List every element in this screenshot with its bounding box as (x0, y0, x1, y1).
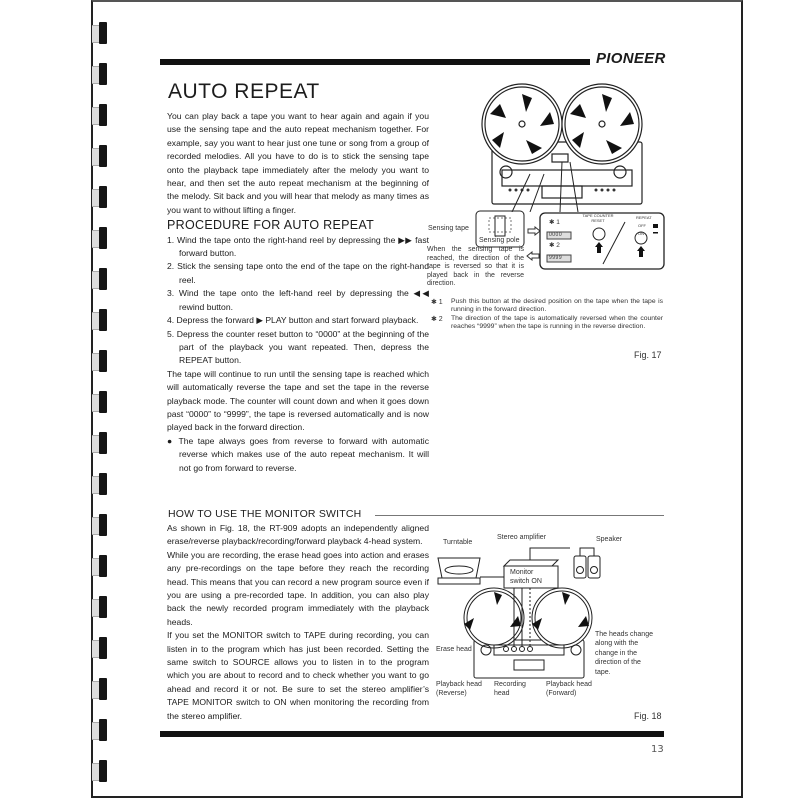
label-sensing-pole: Sensing pole (479, 237, 520, 244)
ring-bar (99, 473, 107, 495)
label-sensing-tape: Sensing tape (428, 225, 469, 232)
fig17-caption: Fig. 17 (634, 350, 662, 360)
procedure-step: 2. Stick the sensing tape onto the end of the tape on the right-hand reel. (167, 261, 429, 285)
intro-paragraph: You can play back a tape you want to hear again and again if you use the sensing tape and the auto repeat mechanism together. For example, say you want to hear just one tune or song from a group of recorded melodies. All you have to do is to stick the sensing tape onto the playback tape immediately after the melody you want to hear, and then set the auto repeat mechanism at the beginning of the melody. Sit back and you will hear that melody as many times as you want to without lifting a finger. (167, 111, 429, 215)
ring-bar (99, 760, 107, 782)
ring-bar (99, 514, 107, 536)
label-monitor-switch-2: switch ON (510, 578, 542, 585)
note-2: The direction of the tape is automatically reversed when the counter reaches “9999” when the tape is running in the reverse direction. (451, 315, 663, 331)
ring-bar (99, 678, 107, 700)
label-recording-head-1: Recording (494, 681, 526, 688)
label-stereo-amplifier: Stereo amplifier (497, 534, 547, 541)
heads-change-note: The heads change along with the change in the direction of the tape. (595, 631, 653, 676)
binding-ring (92, 22, 108, 44)
binding-ring (92, 268, 108, 290)
binding-ring (92, 555, 108, 577)
procedure-heading: PROCEDURE FOR AUTO REPEAT (167, 218, 375, 233)
binding-ring (92, 104, 108, 126)
ring-bar (99, 637, 107, 659)
binding-ring (92, 473, 108, 495)
label-playback-reverse-2: (Reverse) (436, 690, 467, 697)
note-2-marker: ✱ 2 (431, 316, 443, 323)
label-recording-head-2: head (494, 690, 510, 697)
ring-bar (99, 350, 107, 372)
header-rule (160, 59, 590, 65)
monitor-paragraph: If you set the MONITOR switch to TAPE during recording, you can listen in to the program which has just been recorded. Setting the same switch to SOURCE allows you to listen in to the program which you are about to record and to check whether you want to go ahead and record it or not. Be sure to set the stereo amplifier’s TAPE MONITOR switch to ON when monitoring the recording from the stereo amplifier. (167, 630, 429, 721)
page-number: 13 (651, 744, 664, 755)
monitor-paragraph: As shown in Fig. 18, the RT-909 adopts an independently aligned erase/reverse playback/recording/forward playback 4-head system. (167, 523, 429, 547)
procedure-step: 4. Depress the forward ▶ PLAY button and start forward playback. (167, 315, 419, 326)
sensing-side-note: When the sensing tape is reached, the direction of the tape is reversed so that it is played back in the reverse direction. (427, 246, 524, 288)
fig17-tape-deck-illustration (470, 82, 660, 212)
note-1-marker: ✱ 1 (431, 299, 443, 306)
ring-bar (99, 719, 107, 741)
binding-ring (92, 432, 108, 454)
binding-ring (92, 514, 108, 536)
label-erase-head: Erase head (436, 646, 472, 653)
fig18-system-diagram (434, 530, 604, 690)
repeat-off-label: OFF (638, 223, 646, 228)
fig18-caption: Fig. 18 (634, 711, 662, 721)
marker-1: ✱ 1 (549, 219, 560, 226)
ring-bar (99, 391, 107, 413)
binding-ring (92, 227, 108, 249)
ring-bar (99, 432, 107, 454)
binding-ring (92, 719, 108, 741)
marker-2: ✱ 2 (549, 242, 560, 249)
label-turntable: Turntable (443, 539, 473, 546)
ring-bar (99, 104, 107, 126)
label-speaker: Speaker (596, 536, 623, 543)
repeat-on-label: ON (638, 231, 644, 236)
counter-display-1: 0000 (549, 232, 563, 238)
repeat-label: REPEAT (636, 215, 652, 220)
label-playback-forward-2: (Forward) (546, 690, 577, 697)
label-playback-forward-1: Playback head (546, 681, 592, 688)
footer-rule (160, 731, 664, 737)
procedure-step: 5. Depress the counter reset button to “0000” at the beginning of the part of the playback you want repeated. Then, depress the REPEAT button. (167, 328, 429, 366)
ring-bar (99, 186, 107, 208)
procedure-steps (167, 234, 429, 368)
binding-ring (92, 145, 108, 167)
monitor-heading: HOW TO USE THE MONITOR SWITCH (168, 508, 362, 520)
bullet-note: ● The tape always goes from reverse to forward with automatic reverse which makes use of the auto repeat mechanism. It will not go from forward to reverse. (167, 435, 429, 473)
note-1: Push this button at the desired position on the tape when the tape is running in the forward direction. (451, 298, 663, 314)
auto-repeat-section (167, 110, 429, 475)
ring-bar (99, 309, 107, 331)
binding-ring (92, 186, 108, 208)
counter-display-2: 9999 (549, 255, 563, 261)
binding-ring (92, 678, 108, 700)
label-monitor-switch-1: Monitor (510, 569, 534, 576)
binding-ring (92, 309, 108, 331)
ring-bar (99, 268, 107, 290)
ring-bar (99, 596, 107, 618)
label-playback-reverse-1: Playback head (436, 681, 482, 688)
tape-counter-reset-label: TAPE COUNTER RESET (582, 213, 614, 223)
page-title: AUTO REPEAT (168, 80, 320, 103)
monitor-heading-rule (375, 515, 664, 516)
binding-ring (92, 760, 108, 782)
ring-bar (99, 22, 107, 44)
procedure-step: 1. Wind the tape onto the right-hand reel by depressing the ▶▶ fast forward button. (167, 234, 429, 259)
brand-logo: PIONEER (596, 50, 666, 67)
binding-ring (92, 391, 108, 413)
ring-bar (99, 63, 107, 85)
ring-bar (99, 227, 107, 249)
ring-bar (99, 145, 107, 167)
binding-ring (92, 637, 108, 659)
procedure-step: 3. Wind the tape onto the left-hand reel by depressing the ◀◀ rewind button. (167, 288, 429, 312)
ring-bar (99, 555, 107, 577)
binding-ring (92, 63, 108, 85)
arrow-left-icon (526, 251, 540, 261)
binding-ring (92, 350, 108, 372)
monitor-section (167, 522, 429, 723)
binding-ring (92, 596, 108, 618)
monitor-paragraph: While you are recording, the erase head goes into action and erases any pre-recordings on the tape before they reach the recording head. This means that you can record a new program source even if you are using a pre-recorded tape. In addition, you can also play back the newly recorded program immediately with the playback heads. (167, 549, 429, 627)
continuation-paragraph: The tape will continue to run until the sensing tape is reached which will automatically reverse the tape and set the tape in the reverse playback mode. The counter will count down and when it goes down past “0000” to “9999”, the tape is reversed automatically and is now played back in the forward direction. (167, 368, 429, 433)
